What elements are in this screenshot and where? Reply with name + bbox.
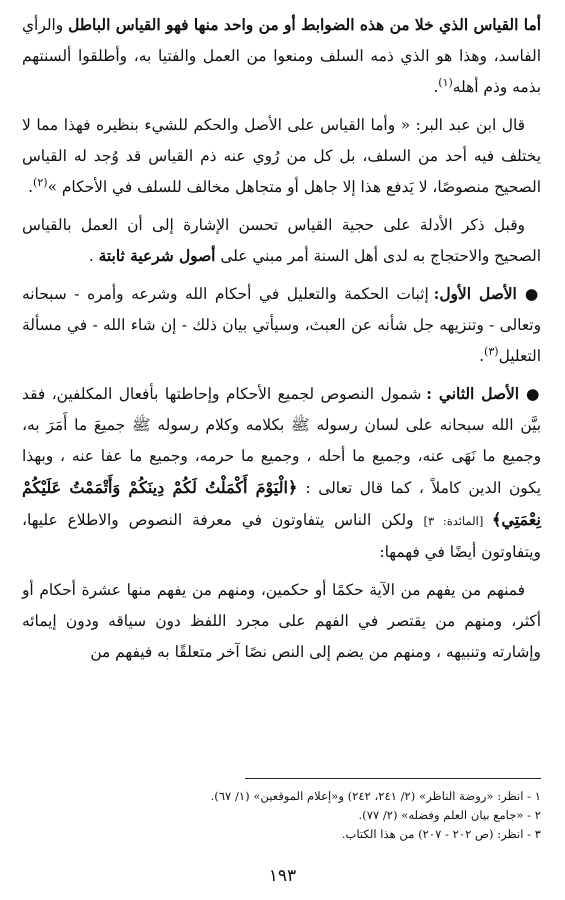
section-heading-first-principle: ● الأصل الأول:	[433, 285, 541, 303]
paragraph-6	[22, 575, 541, 668]
footnote-ref-3[interactable]: (٣)	[484, 344, 499, 358]
footnote-divider	[245, 778, 541, 779]
paragraph-1-lead: أما القياس الذي خلا من هذه الضوابط أو من واحد منها فهو القياس الباطل	[68, 16, 542, 34]
main-text	[22, 10, 541, 668]
paragraph-2-end: .	[28, 178, 34, 196]
paragraph-4-text: إثبات الحكمة والتعليل في أحكام الله وشرعه وأمره - سبحانه وتعالى - وتنزيهه جل شأنه عن العبث، وسيأتي بيان ذلك - إن شاء الله - في مسألة التعليل	[22, 285, 541, 365]
paragraph-3-text: وقبل ذكر الأدلة على حجية القياس تحسن الإشارة إلى أن العمل بالقياس الصحيح والاحتجاج به لدى أهل السنة أمر مبني على	[22, 216, 541, 265]
paragraph-5-text-2: ولكن الناس يتفاوتون في معرفة النصوص والاطلاع عليها، ويتفاوتون أيضًا في فهمها:	[22, 511, 541, 561]
footnote-3: ٣ - انظر: (ص ٢٠٢ - ٢٠٧) من هذا الكتاب.	[341, 827, 541, 841]
paragraph-6-text: فمنهم من يفهم من الآية حكمًا أو حكمين، ومنهم من يفهم منها عشرة أحكام أو أكثر، ومنهم من يقتصر في الفهم على مجرد اللفظ دون سياقه ودون إيمائه وإشارته وتنبيهه ، ومنهم من يضم إلى النص نصًا آخر متعلقًا به فيفهم من	[22, 581, 541, 661]
footnote-ref-2[interactable]: (٢)	[33, 175, 48, 189]
paragraph-3-end: .	[88, 247, 99, 265]
paragraph-1	[22, 10, 541, 103]
footnote-1: ١ - انظر: «روضة الناظر» (٢/ ٢٤١، ٢٤٢) و«إعلام الموقعين» (١/ ٦٧).	[210, 789, 541, 803]
paragraph-3-bold: أصول شرعية ثابتة	[98, 247, 216, 265]
page-number: ١٩٣	[268, 866, 297, 886]
paragraph-5	[22, 379, 541, 568]
footnote-2: ٢ - «جامع بيان العلم وفضله» (٢/ ٧٧).	[358, 808, 541, 822]
quran-verse: ﴿الْيَوْمَ أَكْمَلْتُ لَكُمْ دِينَكُمْ وَأَتْمَمْتُ عَلَيْكُمْ نِعْمَتِي﴾	[22, 478, 541, 529]
section-heading-second-principle: ● الأصل الثاني :	[426, 385, 541, 403]
paragraph-1-text: والرأي الفاسد، وهذا هو الذي ذمه السلف ومنعوا من العمل والفتيا به، وأطلقوا ألسنتهم بذمه وذم أهله	[22, 16, 541, 96]
paragraph-2-text: قال ابن عبد البر: « وأما القياس على الأصل والحكم للشيء بنظيره فهذا مما لا يختلف فيه أحد من السلف، بل كل من رُوي عنه ذم القياس قد وُجد له القياس الصحيح منصوصًا، لا يَدفع هذا إلا جاهل أو متجاهل مخالف للسلف في الأحكام »	[22, 116, 541, 196]
quran-verse-reference: [المائدة: ٣]	[423, 514, 493, 528]
paragraph-2	[22, 110, 541, 203]
paragraph-1-end: .	[433, 78, 439, 96]
paragraph-4	[22, 279, 541, 372]
paragraph-3	[22, 210, 541, 272]
footnote-ref-1[interactable]: (١)	[438, 75, 453, 89]
footnotes	[22, 787, 541, 844]
paragraph-4-end: .	[479, 347, 485, 365]
paragraph-5-text-1: شمول النصوص لجميع الأحكام وإحاطتها بأفعال المكلفين، فقد بيَّن الله سبحانه على لسان رسوله ﷺ بكلامه وكلام رسوله ﷺ جميعَ ما أَمَرَ به، وجميع ما نَهَى عنه، وجميع ما أحله ، وجميع ما حرمه، وجميع ما عفا عنه ، وبهذا يكون الدين كاملاً ، كما قال تعالى :	[22, 385, 541, 497]
